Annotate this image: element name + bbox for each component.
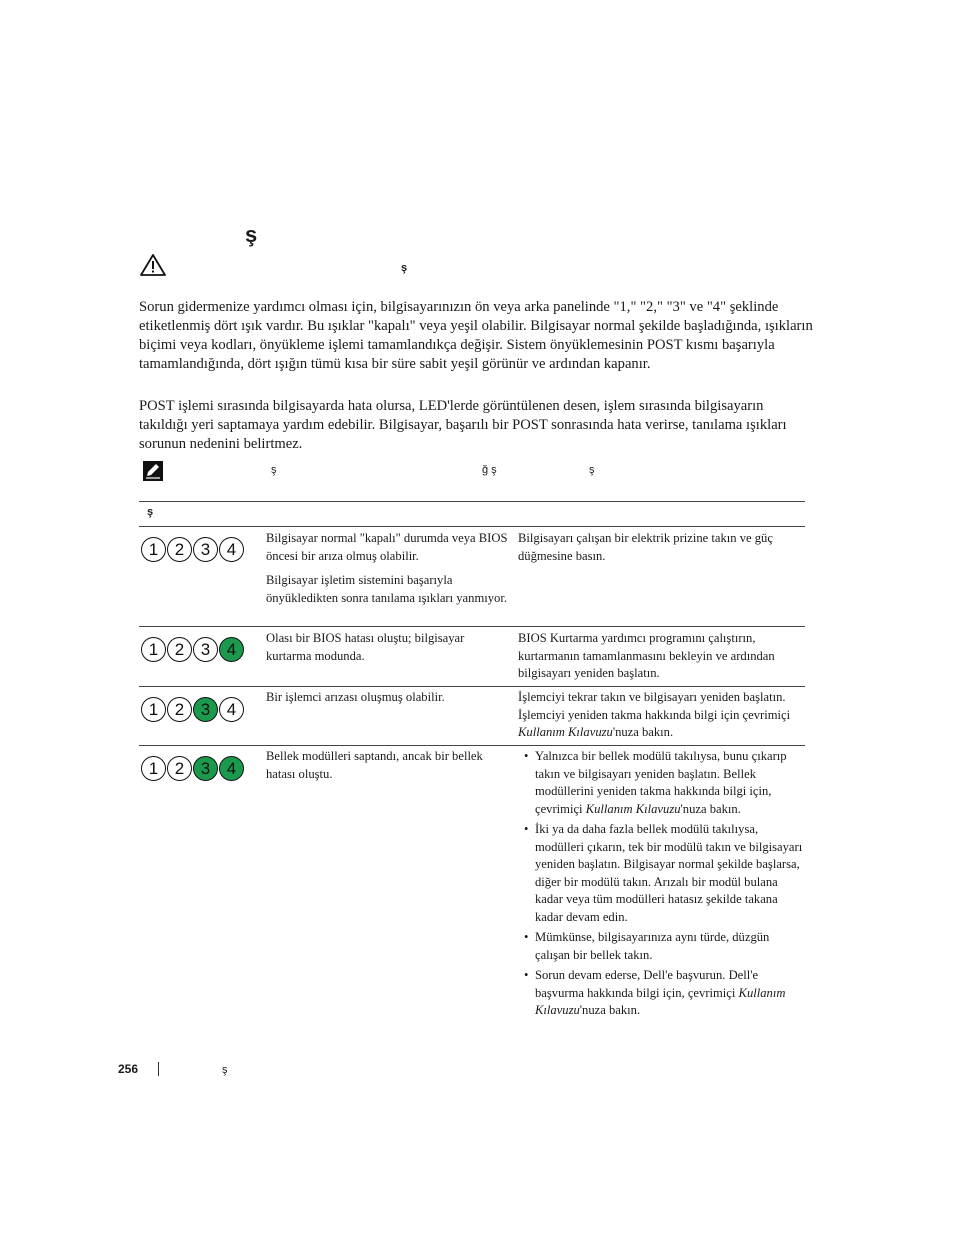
table-header-rule xyxy=(139,526,805,527)
row-action: BIOS Kurtarma yardımcı programını çalıştırın, kurtarmanın tamamlanmasını bekleyin ve ardından bilgisayarı yeniden başlatın. xyxy=(518,631,775,680)
row-description: Olası bir BIOS hatası oluştu; bilgisayar kurtarma modunda. xyxy=(266,631,465,663)
list-item: • Yalnızca bir bellek modülü takılıysa, bunu çıkarıp takın ve bilgisayarı yeniden başlatın. Bellek modüllerini yeniden takma hakkında bilgi için, çevrimiçi Kullanım Kılavuzu'nuza bakın. xyxy=(524,748,804,818)
action-bullet-list xyxy=(524,748,804,1023)
intro-paragraph: Sorun gidermenize yardımcı olması için, bilgisayarınızın ön veya arka panelinde "1," "2," "3" ve "4" şeklinde etiketlenmiş dört ışık vardır. Bu ışıklar "kapalı" veya yeşil olabilir. Bilgisayar normal şekilde başladığında, ışıkların biçimi veya kodları, önyükleme işlemi tamamlandıkça değişir. Sistem önyüklemesinin POST kısmı başarıyla tamamlandığında, dört ışığın tümü kısa bir süre sabit yeşil görünür ve ardından kapanır. xyxy=(139,299,813,372)
row-description: Bellek modülleri saptandı, ancak bir bellek hatası oluştu. xyxy=(266,749,483,781)
table-top-rule xyxy=(139,501,805,502)
diagnostic-light-4: 4 xyxy=(219,637,244,662)
description-text: Bilgisayar işletim sistemini başarıyla önyükledikten sonra tanılama ışıkları yanmıyor. xyxy=(266,573,507,605)
diagnostic-light-3: 3 xyxy=(193,697,218,722)
table-header: ş xyxy=(147,506,154,518)
diagnostic-light-2: 2 xyxy=(167,637,192,662)
list-item: • Sorun devam ederse, Dell'e başvurun. Dell'e başvurma hakkında bilgi için, çevrimiçi Kullanım Kılavuzu'nuza bakın. xyxy=(524,967,804,1020)
manual-title: Kullanım Kılavuzu xyxy=(535,985,786,1017)
row-divider xyxy=(139,745,805,746)
diagnostic-light-4: 4 xyxy=(219,697,244,722)
section-heading: ş xyxy=(245,222,258,247)
diagnostic-light-3: 3 xyxy=(193,637,218,662)
row-action: İşlemciyi tekrar takın ve bilgisayarı yeniden başlatın. İşlemciyi yeniden takma hakkında bilgi için çevrimiçi Kullanım Kılavuzu'nuza bakın. xyxy=(518,690,791,739)
description-text: Bilgisayar normal "kapalı" durumda veya BIOS öncesi bir arıza olmuş olabilir. xyxy=(266,531,508,563)
row-action: Bilgisayarı çalışan bir elektrik prizine takın ve güç düğmesine basın. xyxy=(518,531,773,563)
diagnostic-light-3: 3 xyxy=(193,537,218,562)
diagnostic-light-2: 2 xyxy=(167,697,192,722)
footer-divider xyxy=(158,1062,159,1076)
list-item: • İki ya da daha fazla bellek modülü takılıysa, modülleri çıkarın, tek bir modülü takın ve bilgisayarı yeniden başlatın. Bilgisayar normal şekilde başlarsa, diğer bir modülü takın. Arızalı bir modül bulana kadar veya tüm modülleri hatasız şekilde takana kadar devam edin. xyxy=(524,821,804,926)
diagnostic-lights xyxy=(141,756,244,781)
diagnostic-lights xyxy=(141,537,244,562)
diagnostic-light-1: 1 xyxy=(141,697,166,722)
diagnostic-lights xyxy=(141,697,244,722)
list-item: • Mümkünse, bilgisayarınıza aynı türde, düzgün çalışan bir bellek takın. xyxy=(524,929,804,964)
note-text-2: ğ ş xyxy=(482,464,497,476)
diagnostic-light-1: 1 xyxy=(141,537,166,562)
diagnostic-light-4: 4 xyxy=(219,756,244,781)
row-description: Bir işlemci arızası oluşmuş olabilir. xyxy=(266,690,445,704)
manual-title: Kullanım Kılavuzu xyxy=(585,801,681,816)
diagnostic-light-1: 1 xyxy=(141,756,166,781)
diagnostic-light-3: 3 xyxy=(193,756,218,781)
row-description xyxy=(266,530,511,607)
diagnostic-light-4: 4 xyxy=(219,537,244,562)
note-text-1: ş xyxy=(271,464,277,476)
diagnostic-light-1: 1 xyxy=(141,637,166,662)
note-text-3: ş xyxy=(589,464,595,476)
page-number: 256 xyxy=(118,1062,139,1076)
note-icon xyxy=(143,461,163,481)
post-paragraph: POST işlemi sırasında bilgisayarda hata olursa, LED'lerde görüntülenen desen, işlem sırasında bilgisayarın takıldığı yeri saptamaya yardım edebilir. Bilgisayar, başarılı bir POST sonrasında hata verirse, tanılama ışıkları sorunun nedenini belirtmez. xyxy=(139,398,787,452)
diagnostic-light-2: 2 xyxy=(167,537,192,562)
diagnostic-light-2: 2 xyxy=(167,756,192,781)
warning-icon xyxy=(139,253,167,277)
warning-text: ş xyxy=(401,262,408,274)
footer-text: ş xyxy=(222,1064,228,1076)
manual-title: Kullanım Kılavuzu xyxy=(518,725,613,739)
row-divider xyxy=(139,686,805,687)
diagnostic-lights xyxy=(141,637,244,662)
row-divider xyxy=(139,626,805,627)
